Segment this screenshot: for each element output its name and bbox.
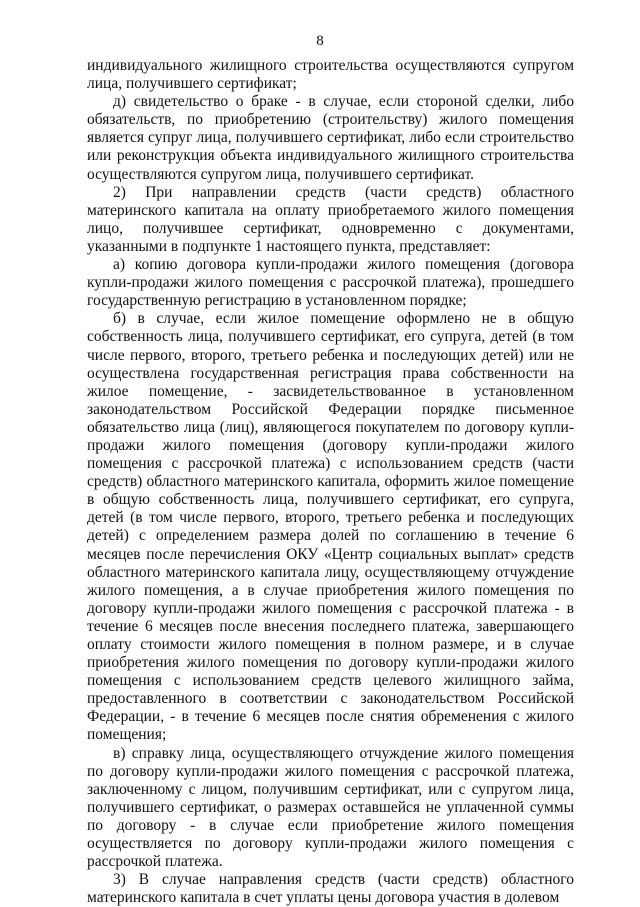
paragraph-item-a: а) копию договора купли-продажи жилого помещения (договора купли-продажи жилого помещения с рассрочкой платежа), прошедшего государственную регистрацию в установленном порядке;: [87, 256, 574, 310]
paragraph-point-2: 2) При направлении средств (части средств) областного материнского капитала на оплату приобретаемого жилого помещения лицо, получившее сертификат, одновременно с документами, указанными в подпункте 1 настоящего пункта, представляет:: [87, 183, 574, 255]
page-number: 8: [316, 33, 324, 49]
document-body: [87, 57, 574, 907]
paragraph-item-v: в) справку лица, осуществляющего отчуждение жилого помещения по договору купли-продажи жилого помещения с рассрочкой платежа, заключенному с лицом, получившим сертификат, или с супругом лица, получившего сертификат, о размерах оставшейся не уплаченной суммы по договору - в случае если приобретение жилого помещения осуществляется по договору купли-продажи жилого помещения с рассрочкой платежа.: [87, 744, 574, 871]
paragraph-item-d: д) свидетельство о браке - в случае, если стороной сделки, либо обязательств, по приобретению (строительству) жилого помещения является супруг лица, получившего сертификат, либо если строительство или реконструкция объекта индивидуального жилищного строительства осуществляются супругом лица, получившего сертификат.: [87, 93, 574, 183]
paragraph-point-3: 3) В случае направления средств (части средств) областного материнского капитала в счет уплаты цены договора участия в долевом: [87, 871, 574, 907]
paragraph-item-b: б) в случае, если жилое помещение оформлено не в общую собственность лица, получившего сертификат, его супруга, детей (в том числе первого, второго, третьего ребенка и последующих детей) или не осуществлена государственная регистрация права собственности на жилое помещение, - засвидетельствованное в установленном законодательством Российской Федерации порядке письменное обязательство лица (лиц), являющегося покупателем по договору купли-продажи жилого помещения (договору купли-продажи жилого помещения с рассрочкой платежа) с использованием средств (части средств) областного материнского капитала, оформить жилое помещение в общую собственность лица, получившего сертификат, его супруга, детей (в том числе первого, второго, третьего ребенка и последующих детей) с определением размера долей по соглашению в течение 6 месяцев после перечисления ОКУ «Центр социальных выплат» средств областного материнского капитала лицу, осуществляющему отчуждение жилого помещения, а в случае приобретения жилого помещения по договору купли-продажи жилого помещения с рассрочкой платежа - в течение 6 месяцев после внесения последнего платежа, завершающего оплату стоимости жилого помещения в полном размере, и в случае приобретения жилого помещения по договору купли-продажи жилого помещения с использованием средств целевого жилищного займа, предоставленного в соответствии с законодательством Российской Федерации, - в течение 6 месяцев после снятия обременения с жилого помещения;: [87, 310, 574, 744]
paragraph-continuation: индивидуального жилищного строительства осуществляются супругом лица, получившего сертификат;: [87, 57, 574, 93]
